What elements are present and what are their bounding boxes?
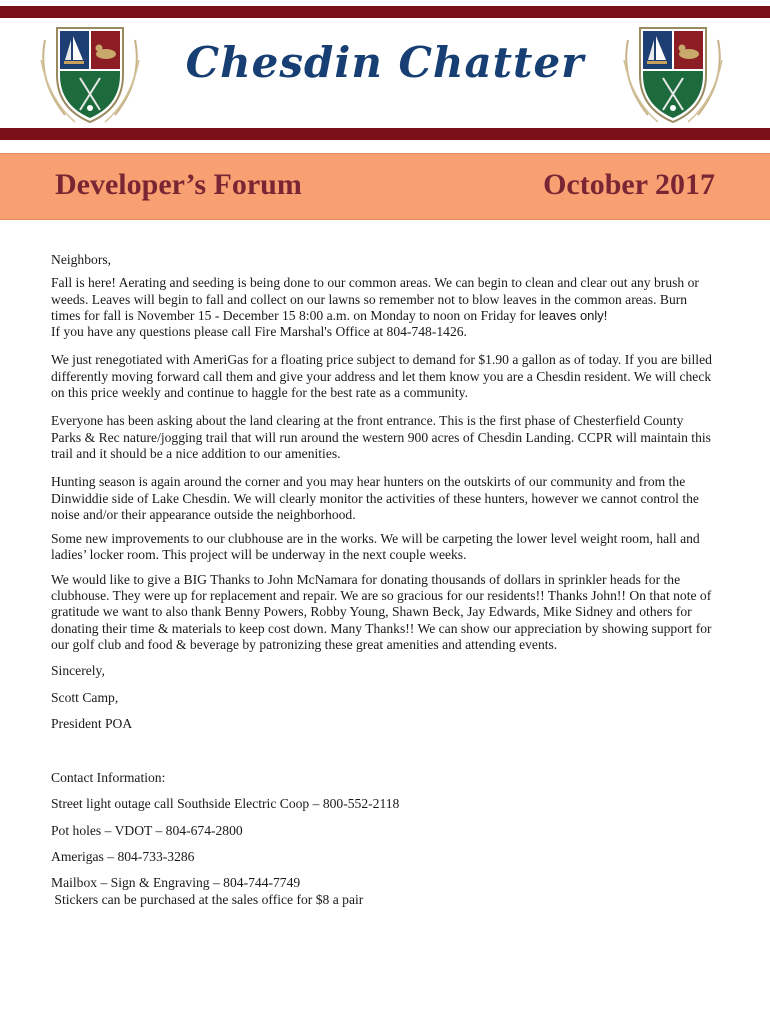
signature-name: Scott Camp, [51,689,119,705]
section-banner [0,153,770,220]
contact-heading: Contact Information: [51,770,166,786]
closing: Sincerely, [51,663,105,679]
signature-role: President POA [51,715,133,731]
newsletter-title: Chesdin Chatter [185,38,585,87]
paragraph-clubhouse: Some new improvements to our clubhouse are in the works. We will be carpeting the lower level weight room, hall and ladies’ locker room. This project will be underway in the next couple weeks. [51,531,700,563]
paragraph-fire-marshal: If you have any questions please call Fire Marshal's Office at 804-748-1426. [51,324,467,340]
paragraph-fall-text: Fall is here! Aerating and seeding is being done to our common areas. We can begin to clean and clear out any brush or weeds. Leaves will begin to fall and collect on our lawns so remember not to blow leaves in the common areas. Burn times for fall is November 15 - December 15 8:00 a.m. on Monday to noon on Friday for [51,275,699,323]
header-bottom-bar [0,128,770,140]
header-top-bar [0,6,770,18]
letter-body [51,252,713,908]
paragraph-amerigas: We just renegotiated with AmeriGas for a floating price subject to demand for $1.90 a gallon as of today. If you are billed differently moving forward call them and give your address and let them know you are a Chesdin resident. We will check on this price weekly and continue to haggle for the best rate as a community. [51,352,712,401]
paragraph-fall [51,275,713,324]
paragraph-trail: Everyone has been asking about the land clearing at the front entrance. This is the first phase of Chesterfield County Parks & Rec nature/jogging trail that will run around the western 900 acres of Chesdin Landing. CCPR will maintain this trail and it should be a nice addition to our amenities. [51,413,711,461]
section-title: Developer’s Forum [55,168,302,201]
paragraph-hunting: Hunting season is again around the corner and you may hear hunters on the outskirts of our community and from the Dinwiddie side of Lake Chesdin. We will clearly monitor the activities of these hunters, however we cannot control the noise and/or their appearance outside the neighborhood. [51,474,699,522]
contact-note: Stickers can be purchased at the sales office for $8 a pair [51,891,364,907]
issue-date: October 2017 [543,168,715,201]
contact-item: Street light outage call Southside Electric Coop – 800-552-2118 [51,796,400,812]
paragraph-thanks: We would like to give a BIG Thanks to John McNamara for donating thousands of dollars in sprinkler heads for the clubhouse. They were up for replacement and repair. We are so gracious for our residents!! Thanks John!! On that note of gratitude we want to also thank Benny Powers, Robby Young, Shawn Beck, Jay Edwards, Mike Sidney and others for donating their time & materials to keep cost down. Many Thanks!! We can show our appreciation by showing support for our golf club and food & beverage by patronizing these great amenities and attending events. [51,571,712,652]
leaves-only-emphasis: leaves only! [538,307,608,323]
greeting: Neighbors, [51,252,112,267]
contact-item: Amerigas – 804-733-3286 [51,849,195,865]
contact-item: Pot holes – VDOT – 804-674-2800 [51,822,243,838]
contact-item: Mailbox – Sign & Engraving – 804-744-7749 [51,875,301,891]
